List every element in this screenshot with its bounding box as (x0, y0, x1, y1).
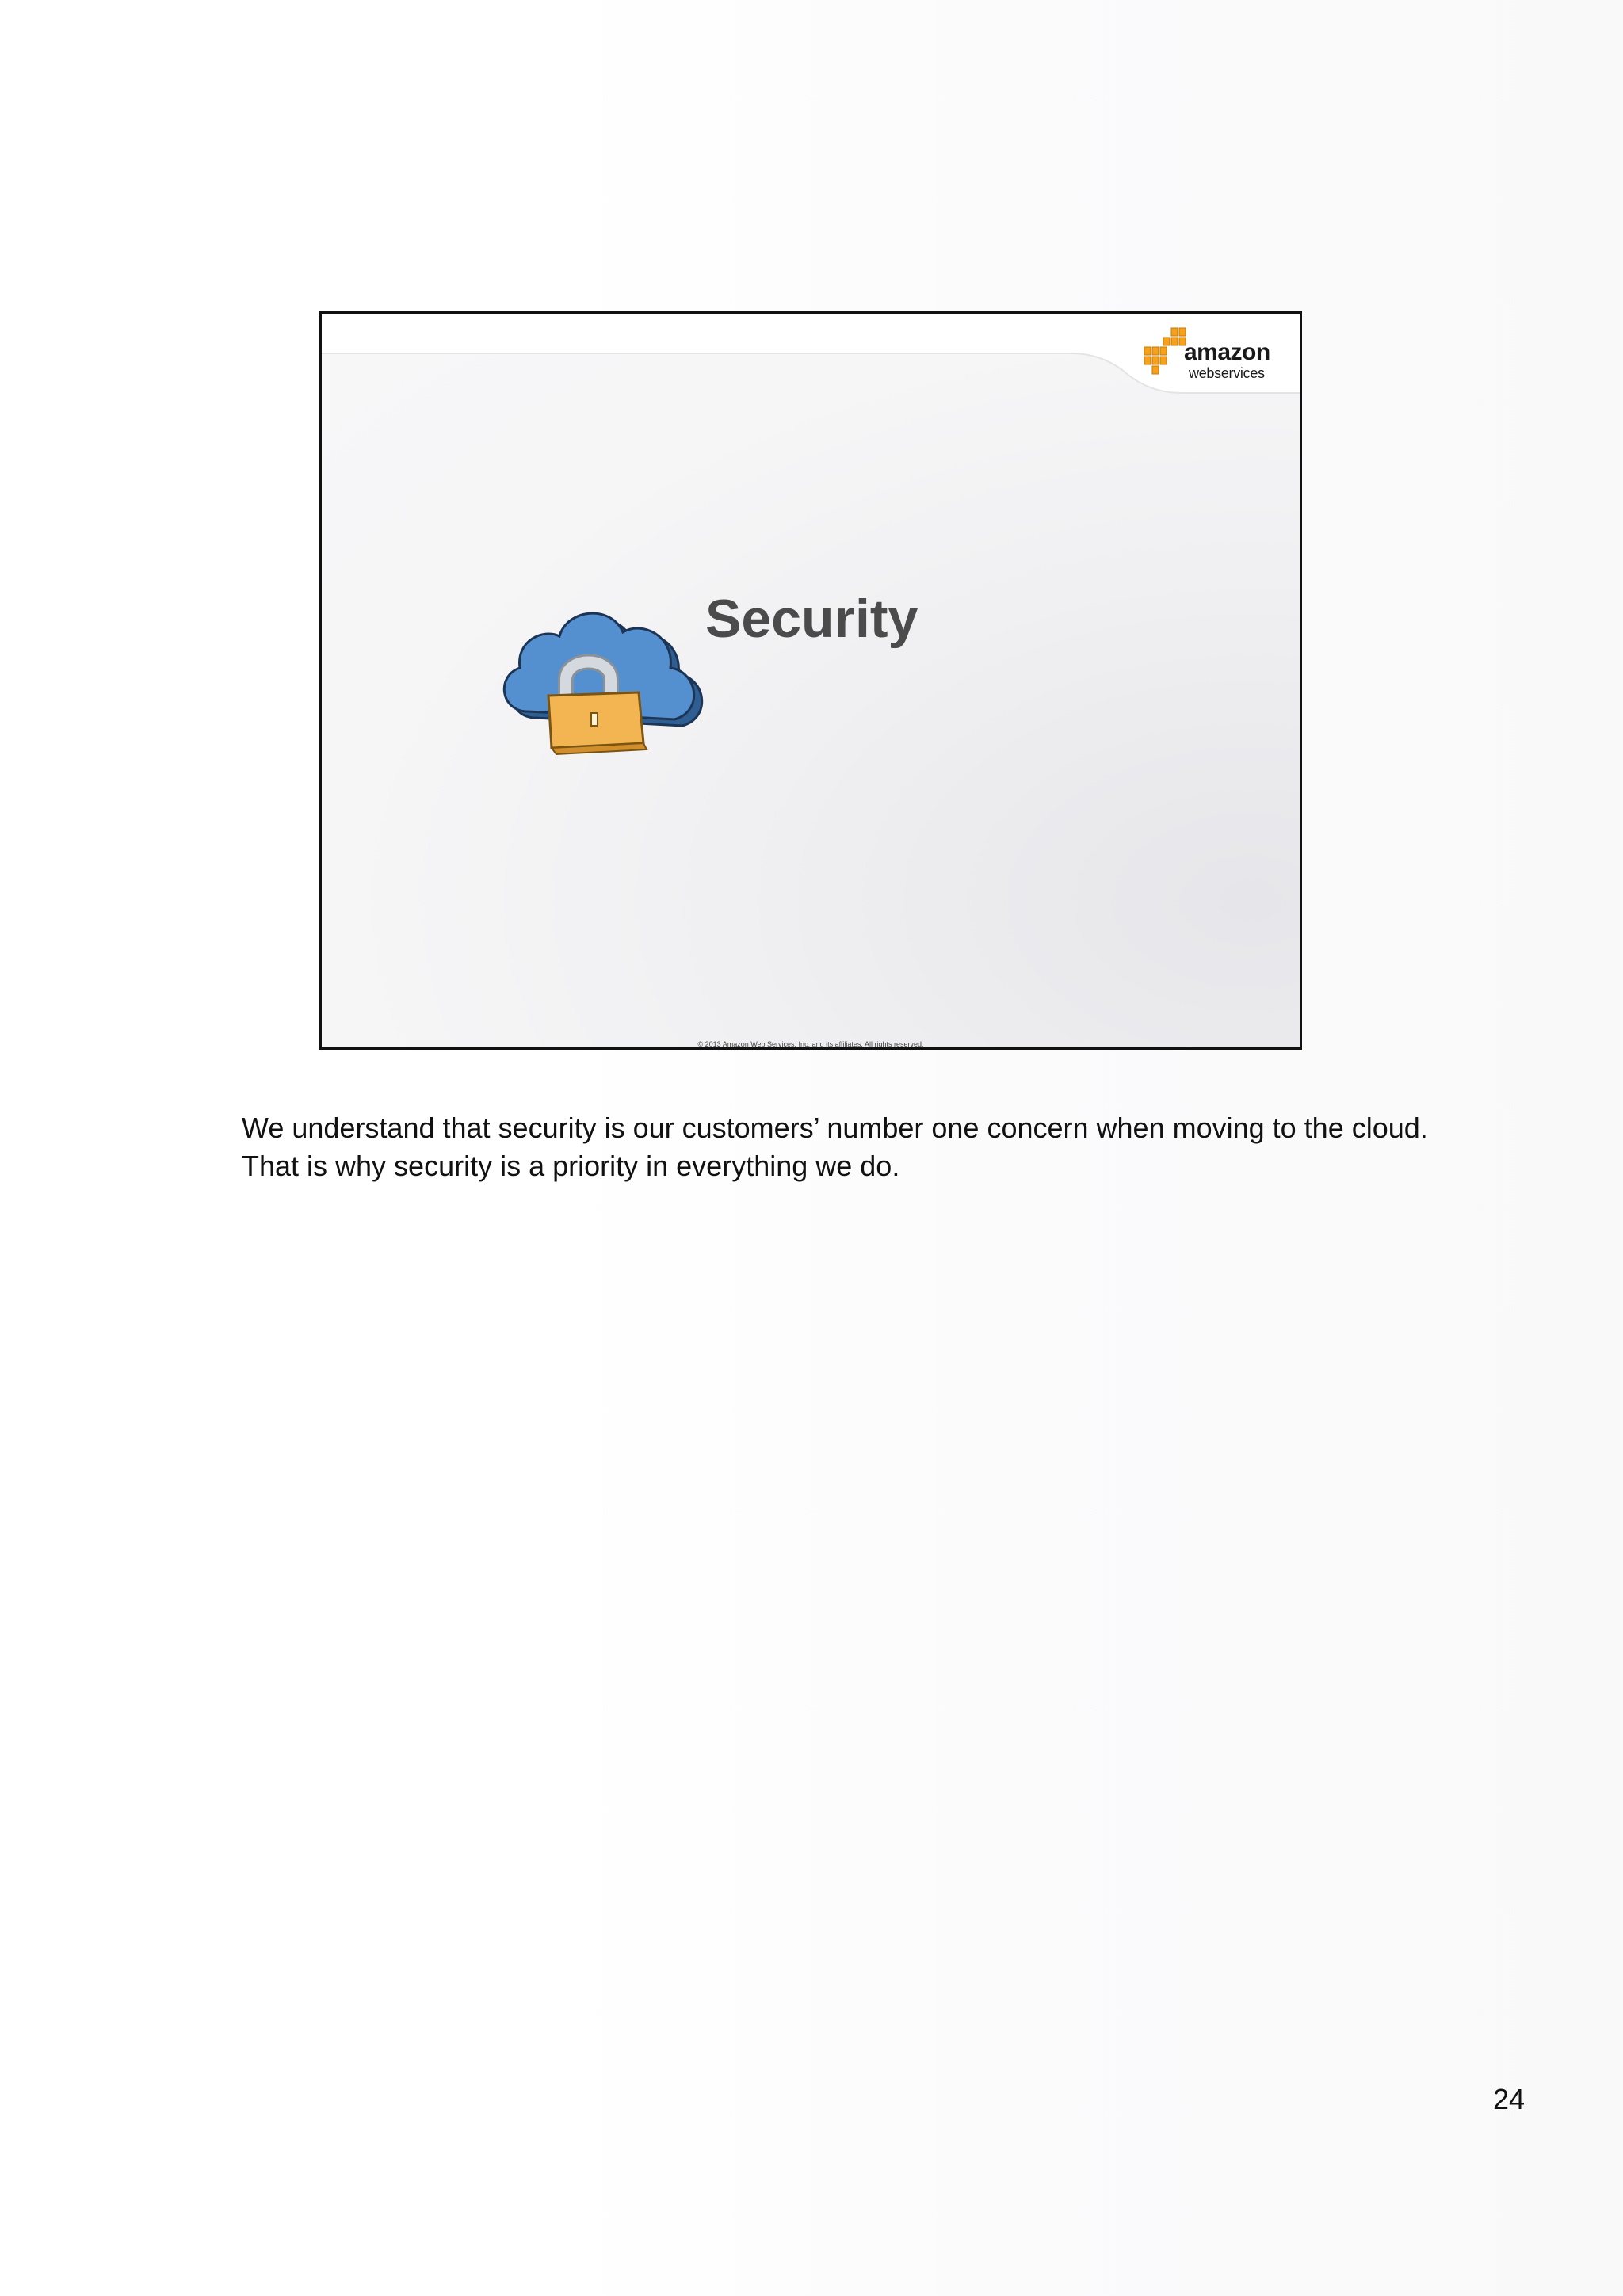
cloud-padlock-icon (496, 593, 718, 759)
amazon-web-services-logo (1143, 326, 1285, 383)
slide-copyright: © 2013 Amazon Web Services, Inc. and its affiliates. All rights reserved. (697, 1040, 924, 1048)
speaker-notes: We understand that security is our customers’ number one concern when moving to the cloud. That is why security is a priority in everything we do. (242, 1112, 1428, 1182)
slide-thumbnail (319, 311, 1302, 1050)
logo-wordmark: amazon (1184, 339, 1270, 365)
aws-boxes-icon (1143, 326, 1187, 379)
slide-title: Security (705, 589, 918, 649)
page-number: 24 (1493, 2083, 1526, 2115)
logo-subtitle: webservices (1189, 365, 1265, 381)
